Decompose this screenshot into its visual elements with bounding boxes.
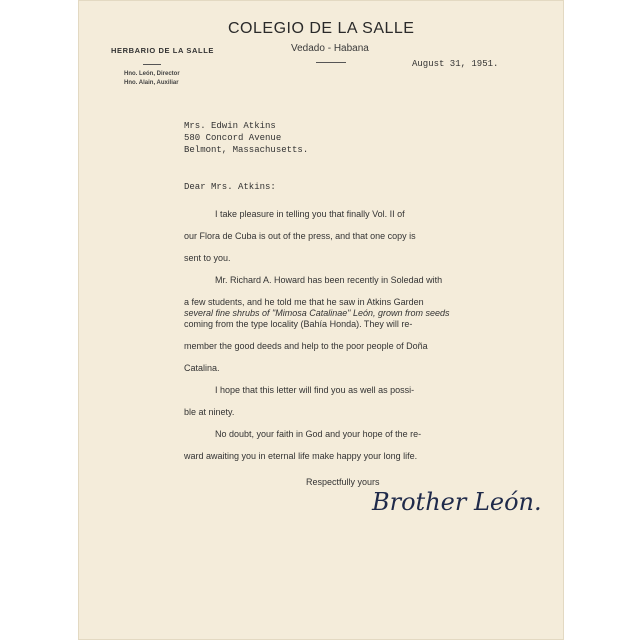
letterhead-subtitle: Vedado - Habana <box>291 43 369 54</box>
department-name: HERBARIO DE LA SALLE <box>111 46 214 55</box>
recipient-street: 580 Concord Avenue <box>184 133 282 143</box>
recipient-city: Belmont, Massachusetts. <box>184 145 309 155</box>
body-line: ward awaiting you in eternal life make happy your long life. <box>184 451 418 461</box>
body-line: coming from the type locality (Bahía Honda). They will re- <box>184 319 413 329</box>
department-rule <box>143 64 161 65</box>
letterhead-title: COLEGIO DE LA SALLE <box>228 20 415 37</box>
body-line: I take pleasure in telling you that finally Vol. II of <box>215 209 405 219</box>
body-line: a few students, and he told me that he saw in Atkins Garden <box>184 297 424 307</box>
body-line: Catalina. <box>184 363 220 373</box>
staff-director: Hno. León, Director <box>124 71 180 77</box>
body-line: our Flora de Cuba is out of the press, and that one copy is <box>184 231 416 241</box>
body-line: several fine shrubs of "Mimosa Catalinae" León, grown from seeds <box>184 308 450 318</box>
letter-date: August 31, 1951. <box>412 59 499 69</box>
body-line: member the good deeds and help to the poor people of Doña <box>184 341 428 351</box>
recipient-name: Mrs. Edwin Atkins <box>184 121 276 131</box>
letterhead-rule <box>316 62 346 63</box>
body-line: No doubt, your faith in God and your hope of the re- <box>215 429 422 439</box>
closing: Respectfully yours <box>306 477 380 487</box>
salutation: Dear Mrs. Atkins: <box>184 182 276 192</box>
body-line: Mr. Richard A. Howard has been recently in Soledad with <box>215 275 443 285</box>
body-line: sent to you. <box>184 253 231 263</box>
body-line: I hope that this letter will find you as well as possi- <box>215 385 415 395</box>
body-line: ble at ninety. <box>184 407 235 417</box>
handwritten-signature: Brother León. <box>372 488 542 516</box>
staff-assistant: Hno. Alain, Auxiliar <box>124 80 179 86</box>
